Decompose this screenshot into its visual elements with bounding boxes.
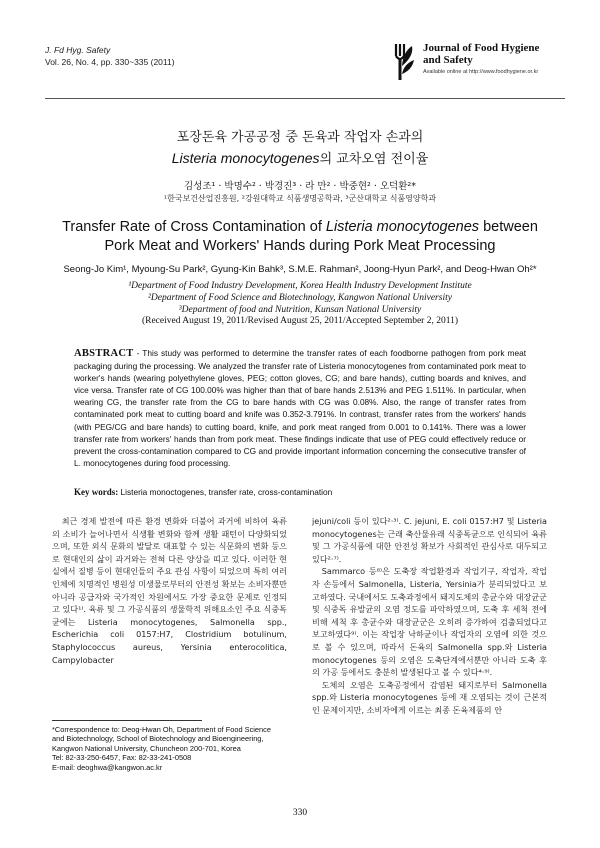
keywords-text: Listeria monoctogenes, transfer rate, cross-contamination [118, 487, 333, 497]
volume-line: Vol. 26, No. 4, pp. 330~335 (2011) [45, 57, 175, 67]
fork-leaf-logo-icon [390, 40, 418, 84]
body-paragraph: 도체의 오염은 도축공정에서 감염된 돼지로부터 Salmonella spp.와 Listeria monocytogenes 등에 재 오염되는 것이 근본적인 문제이지만, 소비자에게 이르는 최종 돈육제품의 안 [312, 679, 547, 715]
keywords-label: Key words: [74, 487, 119, 497]
affiliation-2: ²Department of Food Science and Biotechnology, Kangwon National University [148, 293, 452, 303]
english-title-species: Listeria monocytogenes [325, 219, 480, 235]
keywords [74, 487, 526, 497]
korean-authors: 김성조¹ · 박명수² · 박경진³ · 라 만² · 박중현² · 오덕환²* [184, 181, 416, 192]
journal-url[interactable]: Available online at http://www.foodhygiene.or.kr [423, 69, 539, 75]
body-column-right [312, 515, 547, 805]
journal-brand-title-line1: Journal of Food Hygiene [423, 42, 540, 54]
abstract [74, 347, 526, 469]
journal-short-name: J. Fd Hyg. Safety [45, 45, 111, 55]
page-number: 330 [292, 808, 308, 818]
journal-brand [423, 42, 568, 75]
journal-brand-title-line2: and Safety [423, 54, 473, 66]
body-paragraph: jejuni/coli 등이 있다²·³⁾. C. jejuni, E. coli 0157:H7 및 Listeria monocytogenes는 근래 축산물유래 식중독균으로 인식되어 육류 및 그 가공식품에 대한 안전성 확보가 사회적인 관심사로 대두되고 있다²·⁷⁾. [312, 516, 547, 564]
korean-title-line2 [0, 148, 600, 170]
abstract-label: ABSTRACT [74, 348, 134, 359]
body-column-left [52, 515, 287, 665]
body-paragraph: Sammarco 등⁸⁾은 도축장 작업환경과 작업기구, 작업자, 작업자 손등에서 Salmonella, Listeria, Yersinia가 분리되었다고 보고하였다. 국내에서도 도축과정에서 돼지도체의 총균수와 대장균군 및 식중독 유발균의 오염 정도를 파악하였으며, 도축 후 세척 전에 비해 세척 후 총균수와 대장균군은 오히려 증가하여 검출되었다고 보고하였다⁹⁾. 이는 작업장 낙하균이나 작업자의 오염에 의한 것으로 볼 수 있으며, 따라서 돈육의 Salmonella spp.와 Listeria monocytogenes 등의 오염은 도축단계에서뿐만 아니라 도축 후의 가공 등에서도 충분히 발생된다고 볼 수 있다⁴·⁹⁾. [312, 566, 547, 678]
english-affiliations [0, 280, 600, 316]
footnote-line: *Correspondence to: Deog-Hwan Oh, Department of Food Science [52, 725, 271, 734]
journal-reference [45, 44, 175, 68]
korean-title-species: Listeria monocytogenes [171, 150, 320, 166]
header-divider [45, 98, 565, 99]
affiliation-3: ³Department of food and Nutrition, Kunsan National University [178, 305, 422, 315]
korean-title [0, 128, 600, 170]
footnote-email[interactable]: E-mail: deoghwa@kangwon.ac.kr [52, 762, 163, 772]
correspondence-footnote [52, 725, 292, 772]
abstract-text: - This study was performed to determine the transfer rates of each foodborne pathogen from pork meat packaging during the processing. We analyzed the transfer rate of Listeria monocytogenes from contaminated pork meat to worker's hands (wearing polyethylene gloves, PEG; cotton gloves, CG; and bare hands), cutting boards and knives, and vice versa. Transfer rate of CG 100.00% was higher than that of bare hands 2.513% and PEG 1.511%. In particular, when wearing CG, the transfer rate from the CG to bare hands with CG was 0.08%. Also, the range of transfer rates from contaminated pork meat to cutting board and knife was 0.352-3.791%. In contrast, transfer rates from the workers' hands (with PEG/CG and bare hands) to cutting board, knife, and pork meat ranged from 0.001 to 0.141%. There was a lower transfer rate from workers' hands than from pork meat. These findings indicate that use of PEG could effectively reduce or prevent the cross-contamination compared to CG and provide important information concerning the consecutive transfer of L. monocytogenes during food processing. [74, 348, 526, 468]
english-title [20, 218, 580, 256]
english-authors: Seong-Jo Kim¹, Myoung-Su Park², Gyung-Kin Bahk³, S.M.E. Rahman², Joong-Hyun Park², and Deog-Hwan Oh²* [63, 264, 537, 275]
korean-title-line1: 포장돈육 가공공정 중 돈육과 작업자 손과의 [176, 130, 424, 145]
masthead [45, 38, 565, 98]
korean-affiliation: ¹한국보건산업진흥원, ²강원대학교 식품생명공학과, ³군산대학교 식품영양학과 [163, 194, 437, 203]
received-dates: (Received August 19, 2011/Revised August 25, 2011/Accepted September 2, 2011) [141, 316, 459, 326]
english-title-line2: Pork Meat and Workers' Hands during Pork Meat Processing [104, 238, 496, 254]
korean-title-line2-rest: 의 교차오염 전이율 [319, 152, 429, 167]
footnote-divider [52, 720, 202, 721]
footnote-line: Kangwon National University, Chuncheon 200-701, Korea [52, 743, 241, 753]
footnote-line: and Biotechnology, School of Biotechnology and Bioengineering, [52, 734, 264, 744]
footnote-line: Tel: 82-33-250-6457, Fax: 82-33-241-0508 [52, 753, 192, 763]
english-title-part1: Transfer Rate of Cross Contamination of [62, 219, 326, 235]
body-paragraph: 최근 경제 발전에 따른 환경 변화와 더불어 과거에 비하여 육류의 소비가 늘어나면서 식생활 변화와 함께 생활 패턴이 다양화되었으며, 또한 외식 문화의 발달로 대표할 수 있는 식문화의 변화 등으로 현대인의 삶이 과거와는 전혀 다른 양상을 띠고 있다. 이러한 현실에서 질병 등이 현대인들의 주요 관심 사항이 되었으며 특히 여러 인체에 치명적인 병원성 미생물로부터의 안전성 확보는 소비자뿐만 아니라 공급자와 국가적인 차원에서도 가장 중요한 문제로 인정되고 있다¹⁾. 육류 및 그 가공식품의 생물학적 위해요소인 주요 식중독균에는 Listeria monocytogenes, Salmonella spp., Escherichia coli 0157:H7, Clostridium botulinum, Staphylococcus aureus, Yersinia enterocolitica, Campylobacter [52, 516, 287, 665]
english-title-part2: between [479, 219, 538, 235]
affiliation-1: ¹Department of Food Industry Development, Korea Health Industry Development Institute [128, 281, 472, 291]
